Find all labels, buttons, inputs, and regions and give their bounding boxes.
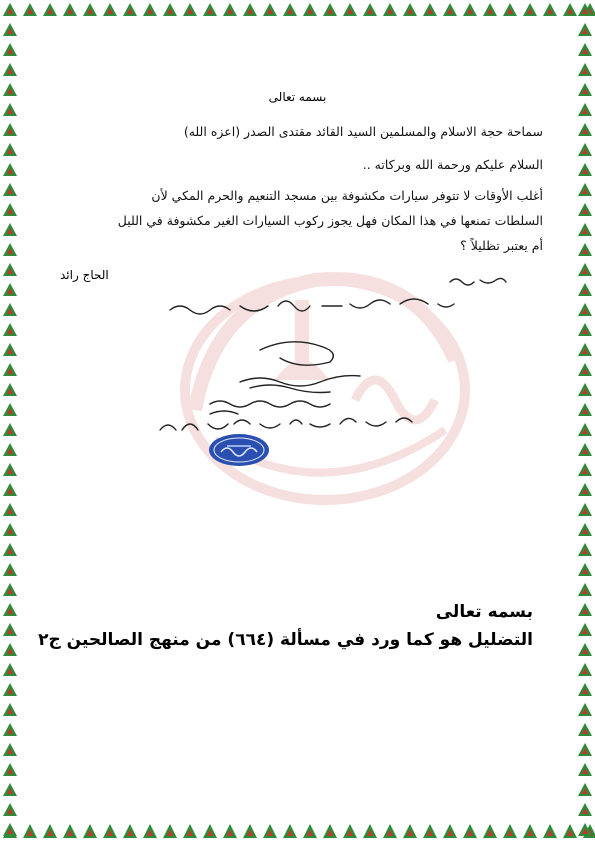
answer-body: التضليل هو كما ورد في مسألة (٦٦٤) من منهج الصالحين ج٢ (38, 630, 533, 650)
letter-signer: الحاج رائد (60, 268, 109, 282)
blue-seal-stamp (207, 432, 271, 468)
question-line: السلطات تمنعها في هذا المكان فهل يجوز ركوب السيارات الغير مكشوفة في الليل (117, 213, 543, 228)
answer-title: بسمه تعالى (435, 602, 533, 622)
page-border-top (0, 0, 595, 20)
page-border-bottom (0, 820, 595, 842)
question-line: أغلب الأوقات لا تتوفر سيارات مكشوفة بين مسجد التنعيم والحرم المكي لأن (151, 188, 543, 203)
letter-basmala: بسمه تعالى (268, 90, 327, 104)
page-border-right (575, 0, 595, 842)
page-border-left (0, 0, 20, 842)
letter-greeting: السلام عليكم ورحمة الله وبركاته .. (362, 157, 543, 172)
letter-address: سماحة حجة الاسلام والمسلمين السيد القائد مقتدى الصدر (اعزه الله) (183, 124, 543, 139)
question-line: أم يعتبر تظليلاً ؟ (460, 238, 543, 253)
